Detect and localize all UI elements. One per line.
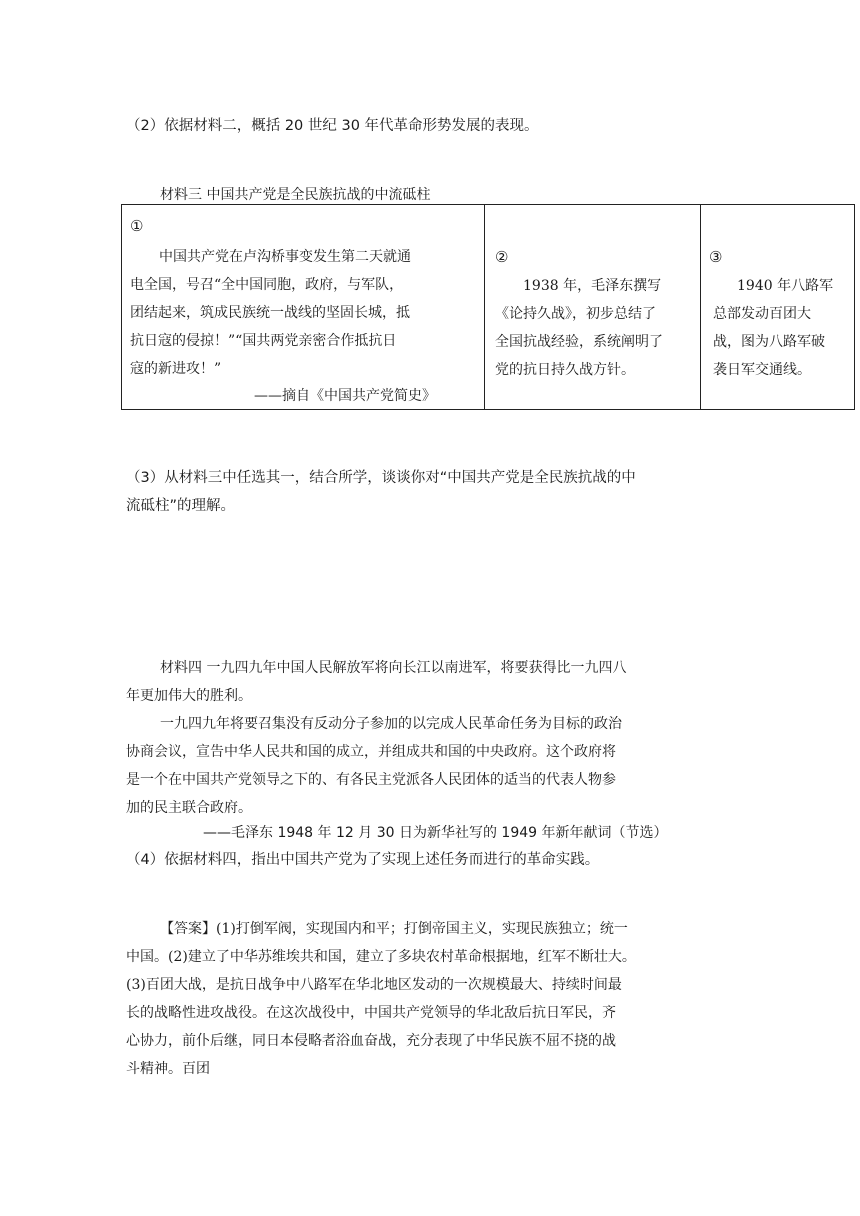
cell-3-line: 袭日军交通线。 — [713, 362, 811, 378]
table-cell-2 — [485, 205, 701, 410]
question-4: （4）依据材料四，指出中国共产党为了实现上述任务而进行的革命实践。 — [126, 852, 600, 868]
material-3-title: 材料三 中国共产党是全民族抗战的中流砥柱 — [160, 187, 431, 203]
cell-3-line: 1940 年八路军 — [737, 278, 834, 294]
cell-3-line: 战，图为八路军破 — [713, 334, 825, 350]
cell-1-line: 寇的新进攻！” — [130, 361, 222, 377]
cell-2-line: 1938 年，毛泽东撰写 — [523, 278, 662, 294]
cell-1-number: ① — [130, 217, 144, 235]
cell-2-number: ② — [495, 248, 509, 266]
material-4-line: 加的民主联合政府。 — [126, 800, 252, 816]
material-4-line: 材料四 一九四九年中国人民解放军将向长江以南进军，将要获得比一九四八 — [160, 660, 627, 676]
answer-line: 长的战略性进攻战役。在这次战役中，中国共产党领导的华北敌后抗日军民，齐 — [126, 1005, 616, 1021]
question-3-line: （3）从材料三中任选其一，结合所学，谈谈你对“中国共产党是全民族抗战的中 — [126, 470, 636, 486]
cell-2-line: 全国抗战经验，系统阐明了 — [495, 334, 663, 350]
material-3-table — [121, 204, 855, 410]
answer-line: 【答案】(1)打倒军阀，实现国内和平；打倒帝国主义，实现民族独立；统一 — [160, 921, 628, 937]
cell-1-line: 团结起来，筑成民族统一战线的坚固长城，抵 — [130, 305, 410, 321]
cell-1-source: ——摘自《中国共产党简史》 — [254, 388, 436, 404]
answer-line: 斗精神。百团 — [126, 1061, 210, 1077]
cell-2-line: 《论持久战》，初步总结了 — [495, 306, 656, 322]
cell-2-line: 党的抗日持久战方针。 — [495, 362, 635, 378]
cell-1-line: 中国共产党在卢沟桥事变发生第二天就通 — [159, 249, 411, 265]
answer-line: 心协力，前仆后继，同日本侵略者浴血奋战，充分表现了中华民族不屈不挠的战 — [126, 1033, 616, 1049]
answer-line: 中国。(2)建立了中华苏维埃共和国，建立了多块农村革命根据地，红军不断壮大。 — [126, 949, 636, 965]
table-cell-1 — [122, 205, 485, 410]
material-4-line: 协商会议，宣告中华人民共和国的成立，并组成共和国的中央政府。这个政府将 — [126, 744, 616, 760]
material-4-line: 一九四九年将要召集没有反动分子参加的以完成人民革命任务为目标的政治 — [160, 716, 622, 732]
material-4-line: 是一个在中国共产党领导之下的、有各民主党派各人民团体的适当的代表人物参 — [126, 772, 616, 788]
cell-1-line: 电全国，号召“全中国同胞，政府，与军队， — [130, 277, 404, 293]
material-4-source: ——毛泽东 1948 年 12 月 30 日为新华社写的 1949 年新年献词（节选） — [203, 825, 668, 841]
question-3-line: 流砥柱”的理解。 — [126, 498, 236, 514]
cell-1-line: 抗日寇的侵掠！”“国共两党亲密合作抵抗日 — [130, 333, 397, 349]
question-2: （2）依据材料二，概括 20 世纪 30 年代革命形势发展的表现。 — [126, 118, 539, 134]
table-cell-3 — [701, 205, 855, 410]
answer-line: (3)百团大战，是抗日战争中八路军在华北地区发动的一次规模最大、持续时间最 — [126, 977, 622, 993]
material-4-line: 年更加伟大的胜利。 — [126, 688, 252, 704]
cell-3-line: 总部发动百团大 — [713, 306, 811, 322]
cell-3-number: ③ — [709, 248, 723, 266]
